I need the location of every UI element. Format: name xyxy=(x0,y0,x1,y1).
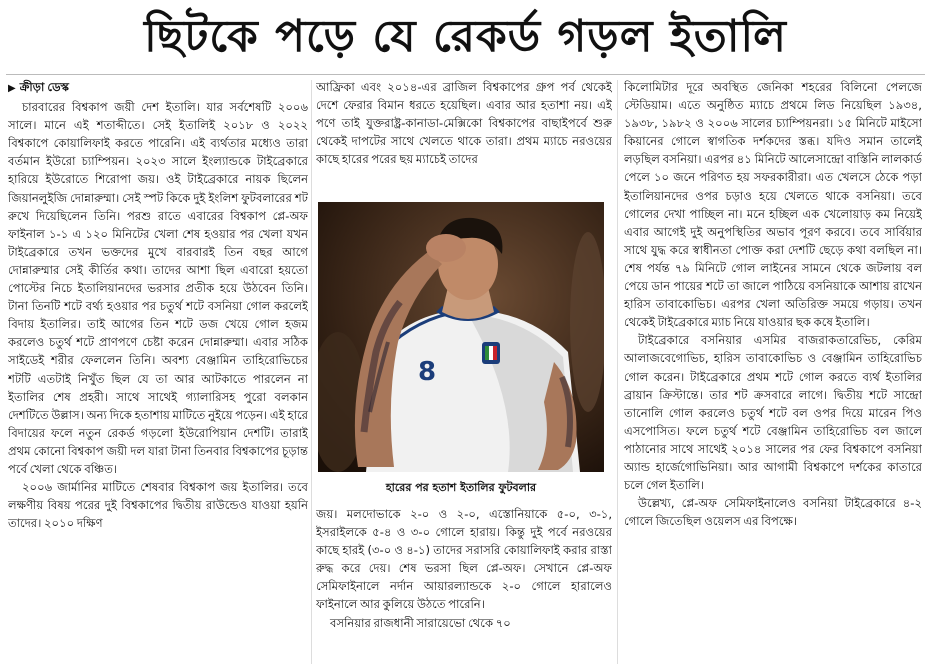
article-column-3 xyxy=(624,78,922,666)
paragraph: কিলোমিটার দূরে অবস্থিত জেনিকা শহরের বিলিনো পেলজে স্টেডিয়াম। এতে অনুষ্ঠিত ম্যাচে প্রথমে লিড নিয়েছিল ১৯৩৪, ১৯৩৮, ১৯৮২ ও ২০০৬ সালের চ্যাম্পিয়নরা। ১৫ মিনিটে মাইসো কিয়ানের গোলে স্বাগতিক দর্শকদের স্তব্ধ। যদিও সমান তালেই লড়ছিল বসনিয়া। এরপর ৪১ মিনিটে আলেসান্দ্রো বাস্তিনি লালকার্ড পেলে ১০ জনে পরিণত হয় সফরকারীরা। এত খেলসে ঠেকে পড়া ইতালিয়ানদের ওপর চড়াও হয়ে খেলতে থাকে বসনিয়া। তবে গোলের দেখা পাচ্ছিল না। মনে হচ্ছিল এক খেলোয়াড় কম নিয়েই এবার আগেই দুই অনুপস্থিতির অভাব পূরণ করবে। তবে সার্বিয়ার সাথে যুদ্ধ করে স্বাধীনতা পোক্ত করা দেশটি ছেড়ে কথা বলছিল না। শেষ পর্যন্ত ৭৯ মিনিটে গোল লাইনের সামনে থেকে জটলায় বল পেয়ে ডান পায়ের শটে তা জালে পাঠিয়ে বসনিয়াকে আশায় রাখেন হারিস তাবাকোভিচ। এরপর খেলা অতিরিক্ত সময়ে গড়ায়। তখন থেকেই টাইব্রেকারে ম্যাচ নিয়ে যাওয়ার ছক কষে ইতালি। xyxy=(624,80,922,330)
dateline-arrow-icon: ▶ xyxy=(8,83,16,94)
paragraph: টাইব্রেকারে বসনিয়ার এসমির বাজরাকতারেভিচ, কেরিম আলাজবেগোভিচ, হারিস তাবাকোভিচ ও বেঞ্জামিন তাহিরোভিচ গোল করেন। টাইব্রেকারে প্রথম শটে গোল করতে ব্যর্থ ইতালির ব্রায়ান ক্রিস্টান্তে। তার শট ক্রসবারে লাগে। দ্বিতীয় শটে সান্দ্রো তানোলি গোল করলেও চতুর্থ শটে বল ওপর দিয়ে মারেন পিও এসপোসিত। ফলে চতুর্থ শটে বেঞ্জামিন তাহিরোভিচ বল জালে পাঠানোর সাথে সাথেই ২০১৪ সালের পর ফের বিশ্বকাপে বসনিয়া অ্যান্ড হার্জেগোভিনিয়া। আর আগামী বিশ্বকাপে দর্শকের কাতারে চলে গেল ইতালি। xyxy=(624,333,922,493)
dateline-text: ক্রীড়া ডেস্ক xyxy=(19,80,69,94)
article-column-2-top xyxy=(316,78,612,198)
player-photo xyxy=(318,202,604,472)
column-divider xyxy=(617,80,618,664)
paragraph: বসনিয়ার রাজধানী সারায়েভো থেকে ৭০ xyxy=(330,615,511,630)
article-column-1 xyxy=(8,78,308,666)
article-column-2-bottom xyxy=(316,505,612,666)
svg-text:8: 8 xyxy=(418,357,437,387)
dateline xyxy=(8,78,308,98)
photo-caption: হারের পর হতাশ ইতালির ফুটবলার xyxy=(385,481,537,494)
paragraph: জয়। মলদোভাকে ২-০ ও ২-০, এস্তোনিয়াকে ৫-০, ৩-১, ইসরাইলকে ৫-৪ ও ৩-০ গোলে হারায়। কিন্তু দুই পর্বে নরওয়ের কাছে হারই (৩-০ ও ৪-১) তাদের সরাসরি কোয়ালিফাই করার রাস্তা রুদ্ধ করে দেয়। শেষ ভরসা ছিল প্লে-অফ। সেখানে প্লে-অফ সেমিফাইনালে নর্দান আয়ারল্যান্ডকে ২-০ গোলে হারালেও ফাইনালে আর কুলিয়ে উঠতে পারেনি। xyxy=(316,507,612,612)
paragraph: উল্লেখ্য, প্লে-অফ সেমিফাইনালেও বসনিয়া টাইব্রেকারে ৪-২ গোলে জিতেছিল ওয়েলস এর বিপক্ষে। xyxy=(624,496,922,529)
paragraph: আফ্রিকা এবং ২০১৪-এর ব্রাজিল বিশ্বকাপের গ্রুপ পর্ব থেকেই দেশে ফেরার বিমান ধরতে হয়েছিল। এবার আর হতাশা নয়। এই পণে তাই যুক্তরাষ্ট্র-কানাডা-মেক্সিকো বিশ্বকাপের বাছাইপর্বে শুরু থেকেই দাপটের সাথে খেলতে থাকে তারা। প্রথম ম্যাচে নরওয়ের কাছে হারের পরের ছয় ম্যাচেই তাদের xyxy=(316,80,612,167)
column-divider xyxy=(311,80,312,664)
headline: ছিটকে পড়ে যে রেকর্ড গড়ল ইতালি xyxy=(144,11,787,62)
headline-rule xyxy=(6,74,925,75)
paragraph: চারবারের বিশ্বকাপ জয়ী দেশ ইতালি। যার সর্বশেষটি ২০০৬ সালে। মানে এই শতাব্দীতে। সেই ইতালিই ২০১৮ ও ২০২২ বিশ্বকাপে কোয়ালিফাই করতে পারেনি। এই ব্যর্থতার মধ্যেও তারা বর্তমান ইউরো চ্যাম্পিয়ন। ২০২৩ সালে ইংল্যান্ডকে টাইব্রেকারে হারিয়ে ইউরোতে শিরোপা জয়। ওই টাইব্রেকারে নায়ক ছিলেন জিয়ানলুইজি দোন্নারুম্মা। সেই স্পট কিকে দুই ইংলিশ ফুটবলারের শট রুখে দিয়েছিলেন তিনি। পরশু রাতে এবারের বিশ্বকাপ প্লে-অফ ফাইনাল ১-১ এ ১২০ মিনিটের খেলা শেষ হওয়ার পর খেলা যখন টাইব্রেকারে তখন ভক্তদের মুখে বারবারই তিন বছর আগে দোন্নারুম্মার সেই কীর্তির কথা। তাদের আশা ছিল এবারো হয়তো পোস্টের নিচে ইতালিয়ানদের ভরসার প্রতীক হয়ে উঠবেন তিনি। টানা তিনটি শটে বর্থ্য হওয়ার পর চতুর্থ শটে বসনিয়া গোল করলেই বিদায় ইতালির। তাই আগের তিন শটে ডজ খেয়ে গোল হজম করলেও চতুর্থ শটে প্রাণপণে চেষ্টা করেন দোন্নারুম্মা। এবার সঠিক সাইডেই শরীর ফেললেন তিনি। অবশ্য বেঞ্জামিন তাহিরোভিচের শটটি এতটাই নিখুঁত ছিল যে তা আর আটকাতে পারলেন না ইতালির শেষ প্রহরী। সাথে সাথেই গ্যালারিসহ পুরো বলকান দেশটিতে উল্লাস। অন্য দিকে হতাশায় মাটিতে নুইয়ে পড়েন। এই হারে বিদায়ের ফলে নতুন রেকর্ড গড়লো ইউরোপিয়ান দেশটি। তারাই প্রথম কোনো বিশ্বকাপ জয়ী দল যারা টানা তিনবার বিশ্বকাপের চূড়ান্ত পর্বে খেলা থেকে বঞ্চিত। xyxy=(8,100,308,476)
paragraph: ২০০৬ জার্মানির মাটিতে শেষবার বিশ্বকাপ জয় ইতালির। তবে লক্ষণীয় বিষয় পরের দুই বিশ্বকাপের দ্বিতীয় রাউন্ডেও যাওয়া হয়নি তাদের। ২০১০ দক্ষিণ xyxy=(8,480,308,531)
